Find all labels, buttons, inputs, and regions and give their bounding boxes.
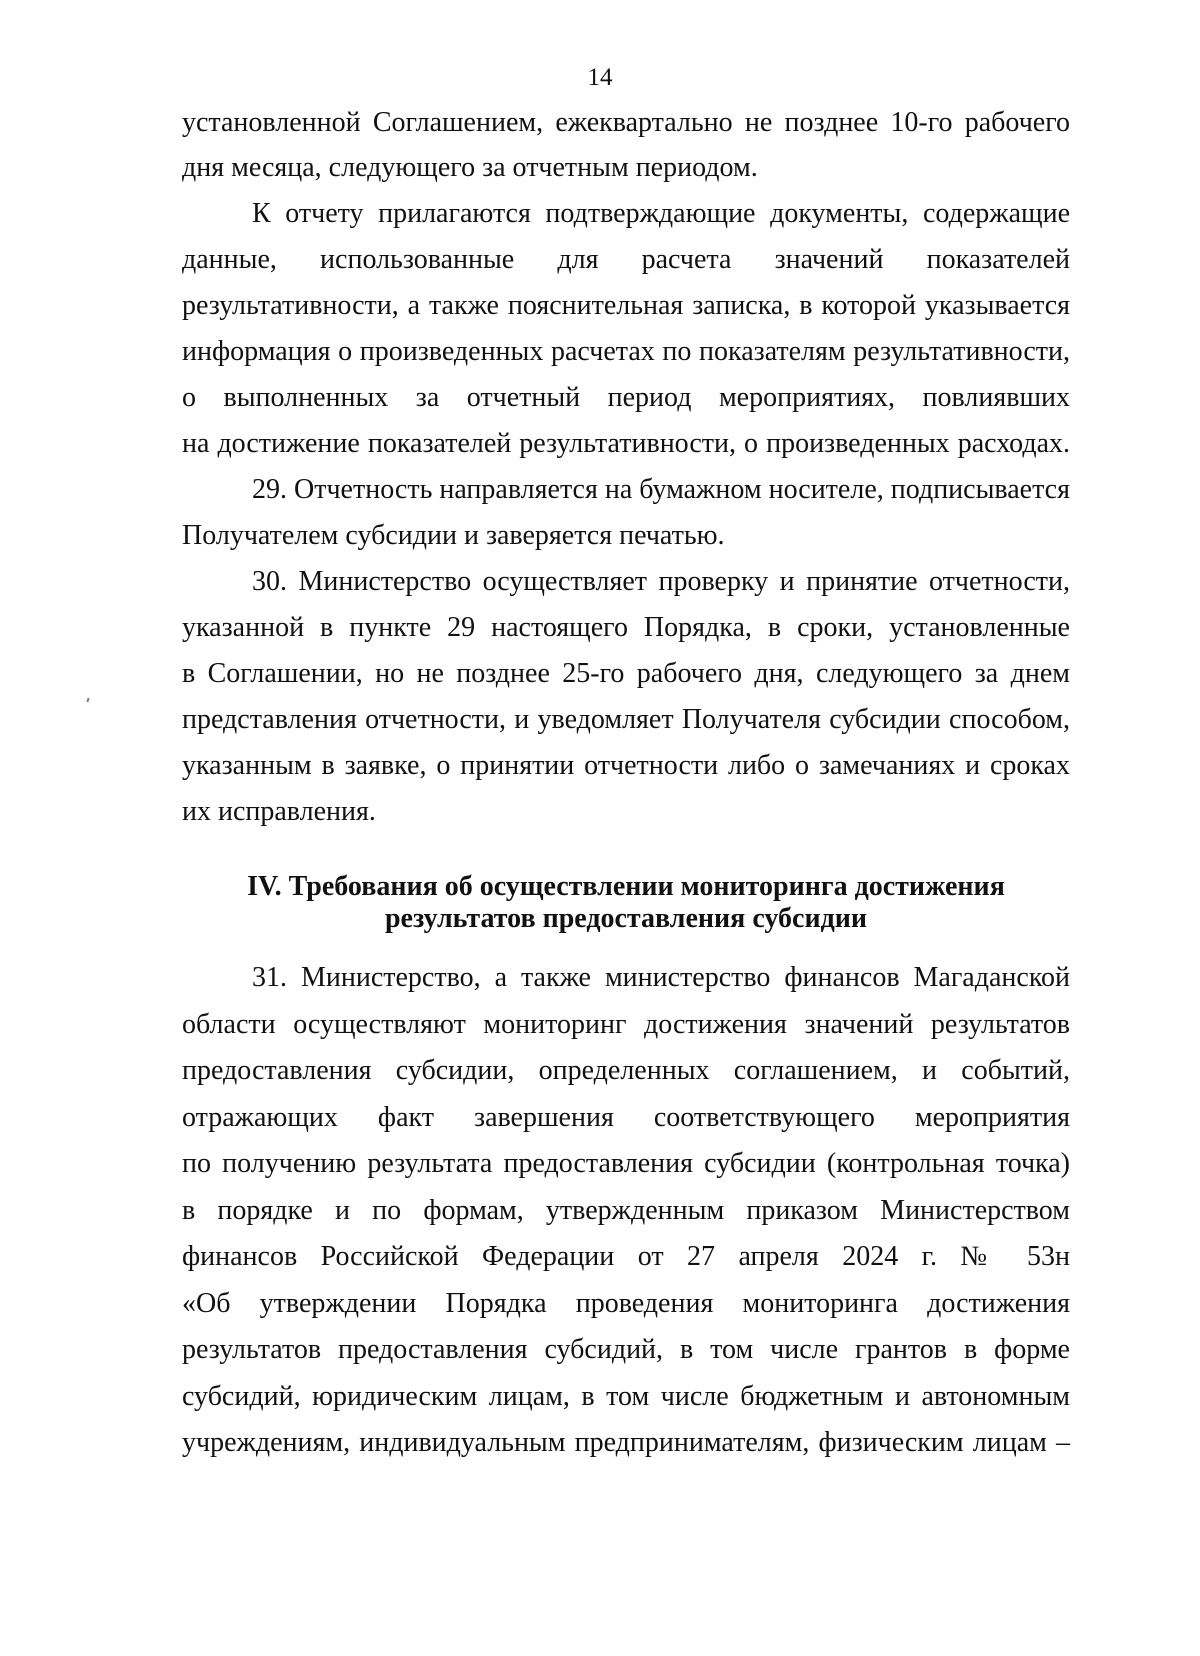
text-line: информация о произведенных расчетах по показателям результативности, <box>182 336 1070 367</box>
text-line: установленной Соглашением, ежеквартально не позднее 10-го рабочего <box>182 107 1070 138</box>
text-line: субсидий, юридическим лицам, в том числе бюджетным и автономным <box>182 1381 1070 1412</box>
text-line: 30. Министерство осуществляет проверку и принятие отчетности, <box>252 566 1070 597</box>
text-line: указанной в пункте 29 настоящего Порядка, в сроки, установленные <box>182 612 1070 643</box>
text-line: их исправления. <box>182 796 376 827</box>
text-line: о выполненных за отчетный период мероприятиях, повлиявших <box>182 382 1070 413</box>
page-number: 14 <box>587 64 613 91</box>
text-line: в порядке и по формам, утвержденным приказом Министерством <box>182 1195 1070 1226</box>
text-line: в Соглашении, но не позднее 25-го рабочего дня, следующего за днем <box>182 658 1070 689</box>
text-line: данные, использованные для расчета значений показателей <box>182 244 1070 275</box>
section-heading-line-2: результатов предоставления субсидии <box>384 903 868 934</box>
text-line: учреждениям, индивидуальным предпринимателям, физическим лицам – <box>182 1427 1070 1458</box>
text-line: Получателем субсидии и заверяется печатью. <box>182 520 725 551</box>
section-heading-line-1: IV. Требования об осуществлении мониторинга достижения <box>247 871 1005 902</box>
text-line: результативности, а также пояснительная записка, в которой указывается <box>182 290 1070 321</box>
scan-speck <box>86 698 89 702</box>
text-line: по получению результата предоставления субсидии (контрольная точка) <box>182 1148 1070 1179</box>
text-line: отражающих факт завершения соответствующего мероприятия <box>182 1102 1070 1133</box>
text-line: 29. Отчетность направляется на бумажном носителе, подписывается <box>252 474 1070 505</box>
text-line: указанным в заявке, о принятии отчетности либо о замечаниях и сроках <box>182 750 1070 781</box>
text-line: на достижение показателей результативности, о произведенных расходах. <box>182 428 1070 459</box>
text-line: «Об утверждении Порядка проведения мониторинга достижения <box>182 1288 1070 1319</box>
text-line: финансов Российской Федерации от 27 апреля 2024 г. № 53н <box>182 1241 1070 1272</box>
text-line: предоставления субсидии, определенных соглашением, и событий, <box>182 1055 1070 1086</box>
text-line: представления отчетности, и уведомляет Получателя субсидии способом, <box>182 704 1070 735</box>
text-line: области осуществляют мониторинг достижения значений результатов <box>182 1009 1070 1040</box>
text-line: К отчету прилагаются подтверждающие документы, содержащие <box>252 198 1070 229</box>
text-line: дня месяца, следующего за отчетным периодом. <box>182 152 758 183</box>
text-line: результатов предоставления субсидий, в том числе грантов в форме <box>182 1334 1070 1365</box>
text-line: 31. Министерство, а также министерство финансов Магаданской <box>252 962 1070 993</box>
